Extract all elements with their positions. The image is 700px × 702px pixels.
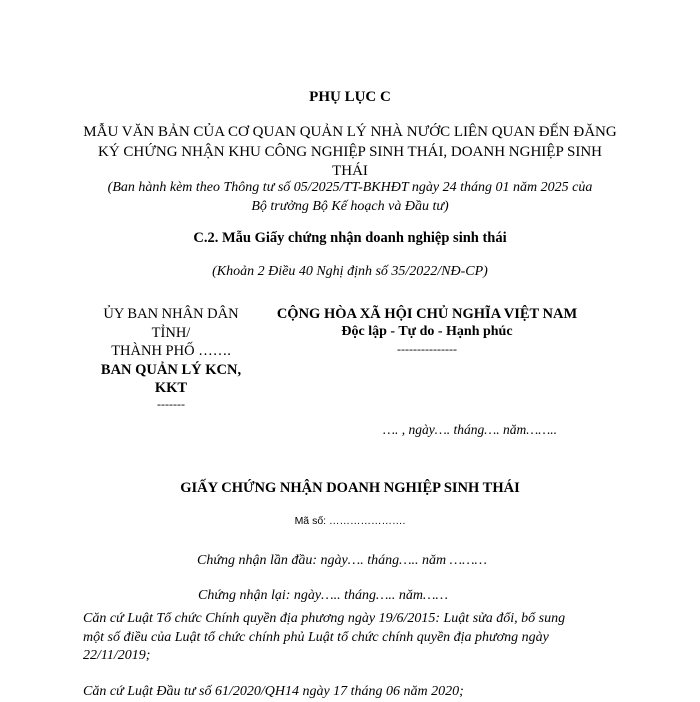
agency-line: ỦY BAN NHÂN DÂN — [103, 306, 239, 322]
form-title: C.2. Mẫu Giấy chứng nhận doanh nghiệp sinh thái — [193, 230, 507, 246]
first-certification-date: Chứng nhận lần đầu: ngày…. tháng….. năm ……… — [197, 553, 487, 568]
agency-line: BAN QUẢN LÝ KCN, — [100, 361, 242, 378]
agency-line: THÀNH PHỐ ……. — [111, 343, 231, 359]
agency-rule: ------- — [157, 396, 185, 411]
paragraph-line: 22/11/2019; — [83, 648, 151, 663]
issued-line: (Ban hành kèm theo Thông tư số 05/2025/TT-BKHĐT ngày 24 tháng 01 năm 2025 của — [107, 180, 593, 195]
agency-line: TỈNH/ — [151, 324, 191, 341]
investment-law-paragraph: Căn cứ Luật Đầu tư số 61/2020/QH14 ngày 17 tháng 06 năm 2020; — [83, 684, 464, 699]
agency-line: KKT — [154, 380, 188, 396]
appendix-title: PHỤ LỤC C — [309, 89, 391, 105]
heading-line: THÁI — [332, 163, 368, 179]
dateline: …. , ngày…. tháng…. năm…….. — [383, 422, 558, 437]
nation-rule: --------------- — [397, 342, 457, 356]
paragraph-line: Căn cứ Luật Tổ chức Chính quyền địa phương ngày 19/6/2015: Luật sửa đổi, bổ sung — [83, 611, 566, 626]
paragraph-line: một số điều của Luật tổ chức chính phủ Luật tổ chức chính quyền địa phương ngày — [83, 629, 549, 645]
appendix-heading — [80, 123, 620, 182]
national-header-block — [262, 305, 592, 355]
certificate-code: Mã số: …………………. — [294, 515, 406, 527]
issued-note — [80, 178, 620, 216]
recertification-date: Chứng nhận lại: ngày….. tháng….. năm…… — [198, 588, 448, 603]
heading-line: KÝ CHỨNG NHẬN KHU CÔNG NGHIỆP SINH THÁI, DOANH NGHIỆP SINH — [98, 143, 602, 160]
nation-motto: Độc lập - Tự do - Hạnh phúc — [341, 324, 513, 339]
certificate-title: GIẤY CHỨNG NHẬN DOANH NGHIỆP SINH THÁI — [180, 480, 520, 496]
heading-line: MẪU VĂN BẢN CỦA CƠ QUAN QUẢN LÝ NHÀ NƯỚC LIÊN QUAN ĐẾN ĐĂNG — [83, 124, 617, 140]
legal-basis-paragraph — [83, 610, 618, 666]
legal-basis: (Khoản 2 Điều 40 Nghị định số 35/2022/NĐ-CP) — [212, 264, 488, 279]
nation-name: CỘNG HÒA XÃ HỘI CHỦ NGHĨA VIỆT NAM — [276, 306, 578, 322]
issued-line: Bộ trưởng Bộ Kế hoạch và Đầu tư) — [251, 199, 449, 214]
issuing-agency-block — [95, 305, 247, 410]
